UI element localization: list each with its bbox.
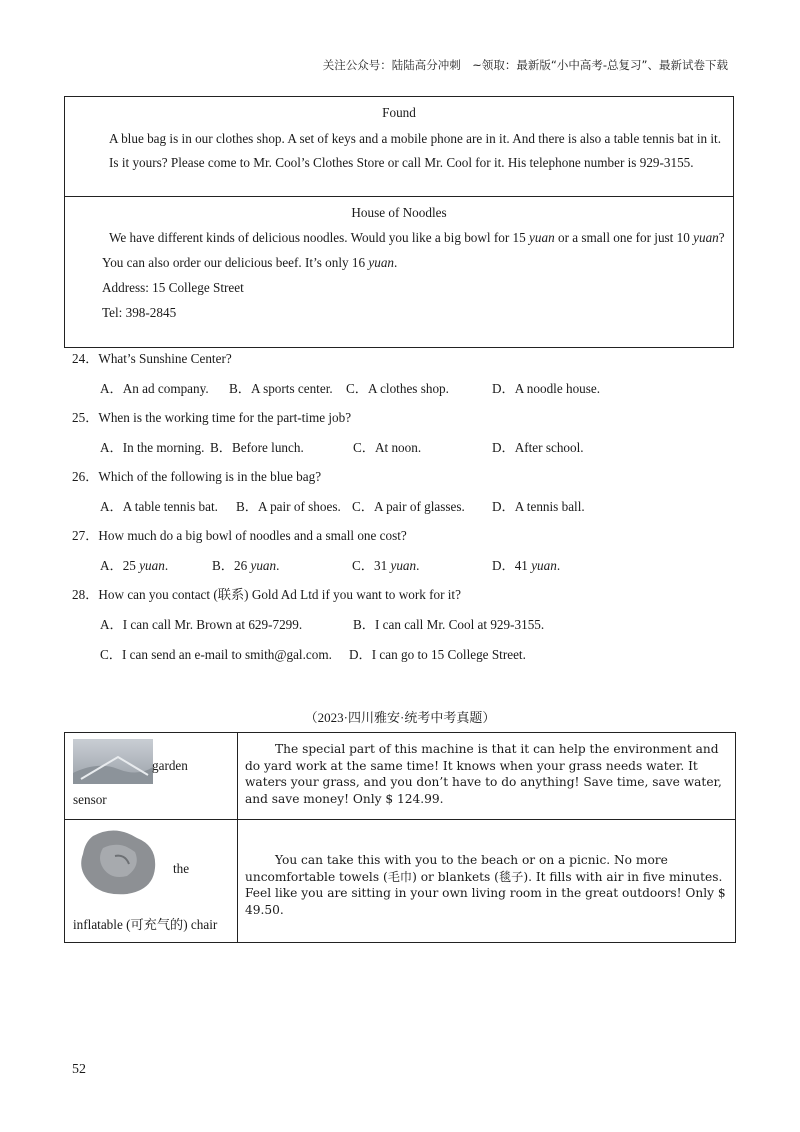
option-25d: D．After school. (492, 440, 584, 455)
option-26a: A．A table tennis bat. (100, 499, 218, 514)
ads-table (64, 732, 736, 943)
source-note: （2023·四川雅安·统考中考真题） (304, 710, 496, 725)
ad-label-garden: garden (152, 758, 188, 773)
question-26: 26．Which of the following is in the blue bag? (72, 469, 322, 484)
found-notice (64, 96, 734, 197)
option-28d: D．I can go to 15 College Street. (349, 647, 526, 662)
option-27b: B．26 yuan. (212, 558, 280, 573)
ad-label-cell (65, 733, 238, 820)
question-25: 25．When is the working time for the part-time job? (72, 410, 352, 425)
option-25c: C．At noon. (353, 440, 422, 455)
option-25b: B．Before lunch. (210, 440, 304, 455)
option-27a: A．25 yuan. (100, 558, 169, 573)
option-28b: B．I can call Mr. Cool at 929-3155. (353, 617, 545, 632)
option-24d: D．A noodle house. (492, 381, 601, 396)
question-27: 27．How much do a big bowl of noodles and a small one cost? (72, 528, 407, 543)
noodles-address: Address: 15 College Street (102, 280, 244, 295)
option-27c: C．31 yuan. (352, 558, 420, 573)
question-24: 24．What’s Sunshine Center? (72, 351, 232, 366)
ad-label-the: the (173, 861, 190, 876)
option-28a: A．I can call Mr. Brown at 629-7299. (100, 617, 303, 632)
garden-sensor-text: The special part of this machine is that it can help the environment and do yard work at the same time! It knows when your grass needs water. It waters your grass, and you don’t have to do anything! Save time, save water, and save money! Only $ 124.99. (245, 742, 722, 806)
option-26b: B．A pair of shoes. (236, 499, 341, 514)
noodles-paragraph-2: You can also order our delicious beef. It’s only 16 yuan. (102, 255, 398, 270)
inflatable-chair-image (75, 826, 165, 898)
option-28c: C．I can send an e-mail to smith@gal.com. (100, 647, 332, 662)
option-26c: C．A pair of glasses. (352, 499, 465, 514)
noodles-title: House of Noodles (351, 205, 447, 220)
inflatable-chair-text: You can take this with you to the beach or on a picnic. No more uncomfortable towels (毛巾) or blankets (毯子). It fills with air in five minutes. Feel like you are sitting in your own living room in the great outdoors! Only $ 49.50. (245, 853, 726, 917)
ad-label-inflatable-chair: inflatable (可充气的) chair (73, 917, 218, 932)
ad-row-garden-sensor (65, 733, 736, 820)
question-28: 28．How can you contact (联系) Gold Ad Ltd if you want to work for it? (72, 587, 461, 602)
noodles-paragraph-1: We have different kinds of delicious noodles. Would you like a big bowl for 15 yuan or a small one for just 10 yuan? (109, 230, 725, 245)
option-27d: D．41 yuan. (492, 558, 561, 573)
ad-description-cell (238, 820, 736, 943)
option-24a: A．An ad company. (100, 381, 209, 396)
option-24b: B．A sports center. (229, 381, 333, 396)
page-number: 52 (72, 1062, 86, 1077)
garden-sensor-image (73, 739, 153, 784)
option-24c: C．A clothes shop. (346, 381, 449, 396)
page-header: 关注公众号：陆陆高分冲刺 ~领取：最新版“小中高考-总复习”、最新试卷下载 (322, 58, 728, 72)
found-title: Found (382, 105, 416, 120)
ad-label-cell (65, 820, 238, 943)
ad-label-sensor: sensor (73, 792, 107, 807)
noodles-tel: Tel: 398-2845 (102, 305, 177, 320)
found-paragraph-2: Is it yours? Please come to Mr. Cool’s Clothes Store or call Mr. Cool for it. His telephone number is 929-3155. (109, 155, 694, 170)
ad-row-inflatable-chair (65, 820, 736, 943)
noodles-ad (64, 197, 734, 348)
option-25a: A．In the morning. (100, 440, 205, 455)
found-paragraph-1: A blue bag is in our clothes shop. A set of keys and a mobile phone are in it. And there is also a table tennis bat in it. (109, 131, 722, 146)
ad-description-cell (238, 733, 736, 820)
option-26d: D．A tennis ball. (492, 499, 585, 514)
